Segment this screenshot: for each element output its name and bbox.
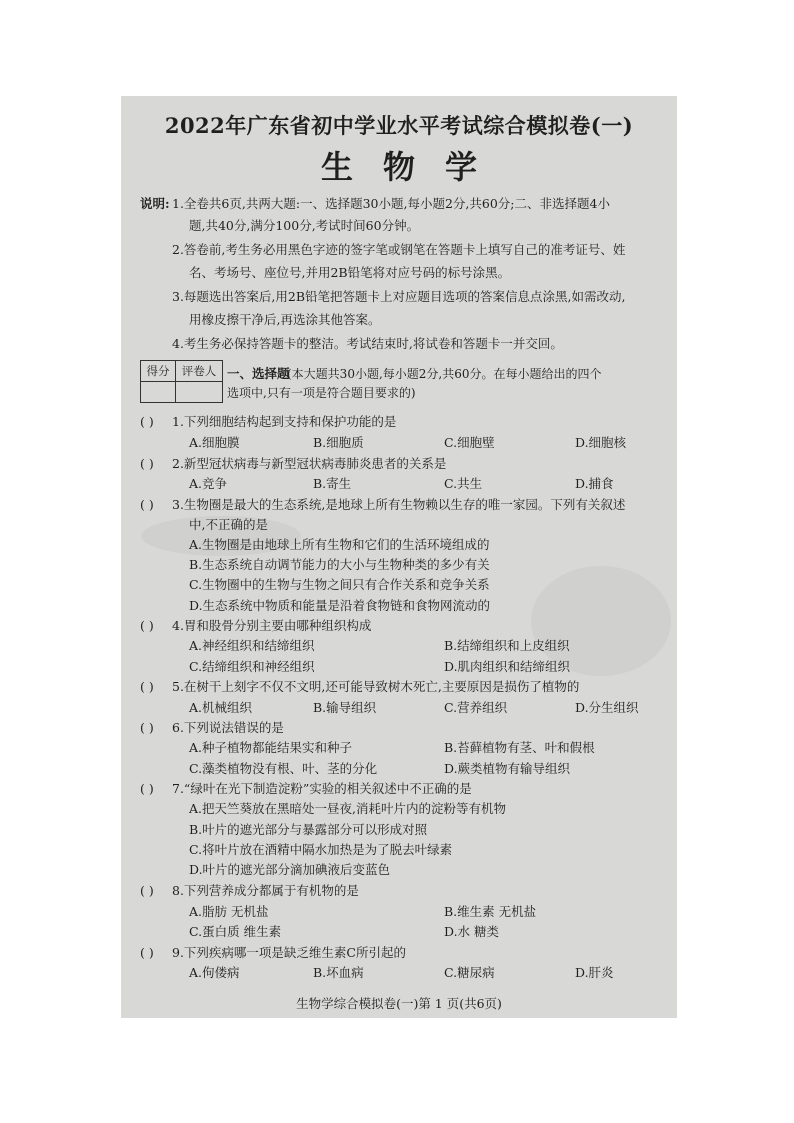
question-stem: 7.“绿叶在光下制造淀粉”实验的相关叙述中不正确的是 <box>172 781 472 796</box>
grader-cell <box>176 382 223 403</box>
section-heading: 一、选择题 <box>227 366 290 381</box>
question-stem: 9.下列疾病哪一项是缺乏维生素C所引起的 <box>172 945 406 960</box>
question-stem: 4.胃和股骨分别主要由哪种组织构成 <box>172 618 372 633</box>
answer-blank: ( ) <box>140 679 154 694</box>
question-stem: 2.新型冠状病毒与新型冠状病毒肺炎患者的关系是 <box>172 456 447 471</box>
question-stem: 3.生物圈是最大的生态系统,是地球上所有生物赖以生存的唯一家园。下列有关叙述 <box>172 497 626 512</box>
option: B.生态系统自动调节能力的大小与生物种类的多少有关 <box>189 557 490 572</box>
answer-blank: ( ) <box>140 720 154 735</box>
question-stem: 5.在树干上刻字不仅不文明,还可能导致树木死亡,主要原因是损伤了植物的 <box>172 679 580 694</box>
option: A.细胞膜 <box>189 435 240 450</box>
option: C.藻类植物没有根、叶、茎的分化 <box>189 761 378 776</box>
option: A.脂肪 无机盐 <box>189 904 269 919</box>
instruction-line: 4.考生务必保持答题卡的整洁。考试结束时,将试卷和答题卡一并交回。 <box>172 336 563 351</box>
option: C.营养组织 <box>444 700 508 715</box>
option: B.输导组织 <box>313 700 377 715</box>
option: B.苔藓植物有茎、叶和假根 <box>444 740 595 755</box>
option: A.把天竺葵放在黑暗处一昼夜,消耗叶片内的淀粉等有机物 <box>189 801 506 816</box>
option: A.生物圈是由地球上所有生物和它们的生活环境组成的 <box>189 537 490 552</box>
option: D.捕食 <box>575 476 614 491</box>
question-stem: 1.下列细胞结构起到支持和保护功能的是 <box>172 414 397 429</box>
grader-header: 评卷人 <box>176 361 223 382</box>
option: D.肌肉组织和结缔组织 <box>444 659 571 674</box>
section-description: 选项中,只有一项是符合题目要求的) <box>227 386 416 400</box>
option: D.生态系统中物质和能量是沿着食物链和食物网流动的 <box>189 598 491 613</box>
instruction-line: 3.每题选出答案后,用2B铅笔把答题卡上对应题目选项的答案信息点涂黑,如需改动, <box>172 289 626 304</box>
instruction-line: 题,共40分,满分100分,考试时间60分钟。 <box>189 218 420 233</box>
exam-title: 2022年广东省初中学业水平考试综合模拟卷(一) <box>164 113 634 138</box>
option: B.结缔组织和上皮组织 <box>444 638 570 653</box>
option: A.竞争 <box>189 476 228 491</box>
option: D.肝炎 <box>575 965 614 980</box>
answer-blank: ( ) <box>140 883 154 898</box>
instruction-line: 1.全卷共6页,共两大题:一、选择题30小题,每小题2分,共60分;二、非选择题4小 <box>172 196 610 211</box>
option: B.叶片的遮光部分与暴露部分可以形成对照 <box>189 822 428 837</box>
answer-blank: ( ) <box>140 414 154 429</box>
answer-blank: ( ) <box>140 456 154 471</box>
option: A.机械组织 <box>189 700 253 715</box>
instructions-label: 说明: <box>140 196 170 211</box>
option: C.将叶片放在酒精中隔水加热是为了脱去叶绿素 <box>189 842 453 857</box>
option: C.糖尿病 <box>444 965 495 980</box>
option: C.蛋白质 维生素 <box>189 924 282 939</box>
score-header: 得分 <box>141 361 176 382</box>
question-stem-continued: 中,不正确的是 <box>189 517 268 532</box>
option: A.神经组织和结缔组织 <box>189 638 315 653</box>
score-table <box>140 360 223 403</box>
option: B.寄生 <box>313 476 352 491</box>
option: D.叶片的遮光部分滴加碘液后变蓝色 <box>189 862 391 877</box>
score-cell <box>141 382 176 403</box>
option: B.坏血病 <box>313 965 364 980</box>
option: D.细胞核 <box>575 435 627 450</box>
option: C.生物圈中的生物与生物之间只有合作关系和竞争关系 <box>189 577 490 592</box>
answer-blank: ( ) <box>140 781 154 796</box>
exam-paper <box>121 96 677 1018</box>
option: C.共生 <box>444 476 483 491</box>
answer-blank: ( ) <box>140 618 154 633</box>
option: B.细胞质 <box>313 435 364 450</box>
instruction-line: 名、考场号、座位号,并用2B铅笔将对应号码的标号涂黑。 <box>189 265 511 280</box>
option: D.水 糖类 <box>444 924 500 939</box>
subject-title: 生物学 <box>320 148 507 186</box>
option: A.佝偻病 <box>189 965 240 980</box>
section-description: (本大题共30小题,每小题2分,共60分。在每小题给出的四个 <box>287 367 602 381</box>
option: A.种子植物都能结果实和种子 <box>189 740 353 755</box>
instruction-line: 用橡皮擦干净后,再选涂其他答案。 <box>189 312 381 327</box>
instruction-line: 2.答卷前,考生务必用黑色字迹的签字笔或钢笔在答题卡上填写自己的准考证号、姓 <box>172 242 626 257</box>
page-footer: 生物学综合模拟卷(一)第 1 页(共6页) <box>296 996 502 1011</box>
answer-blank: ( ) <box>140 497 154 512</box>
question-stem: 8.下列营养成分都属于有机物的是 <box>172 883 359 898</box>
option: B.维生素 无机盐 <box>444 904 537 919</box>
answer-blank: ( ) <box>140 945 154 960</box>
option: D.蕨类植物有输导组织 <box>444 761 571 776</box>
option: D.分生组织 <box>575 700 639 715</box>
option: C.结缔组织和神经组织 <box>189 659 315 674</box>
option: C.细胞壁 <box>444 435 495 450</box>
question-stem: 6.下列说法错误的是 <box>172 720 284 735</box>
